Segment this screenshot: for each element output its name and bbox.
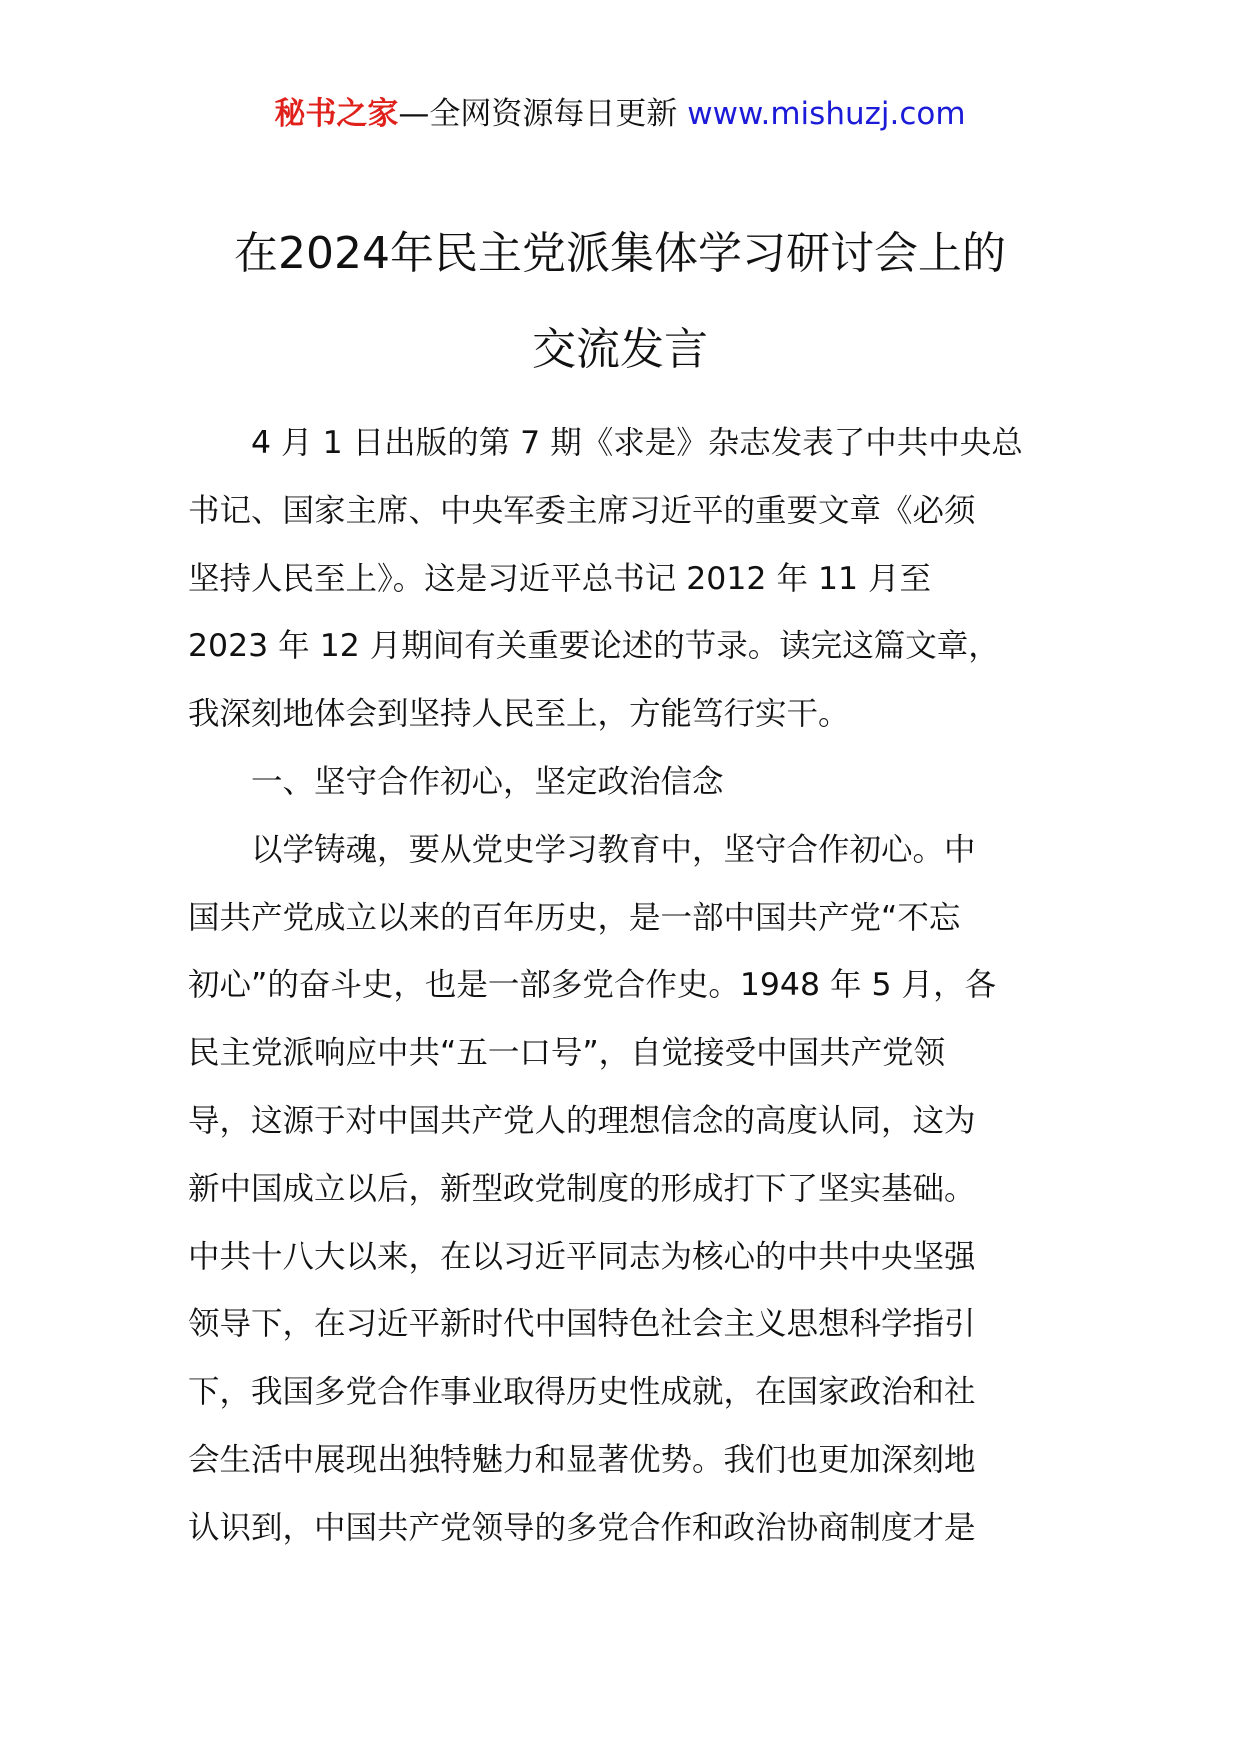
text-line: 新中国成立以后，新型政党制度的形成打下了坚实基础。 bbox=[188, 1170, 976, 1207]
text-line: 以学铸魂，要从党史学习教育中，坚守合作初心。中 bbox=[251, 831, 976, 868]
text-line: 2023 年 12 月期间有关重要论述的节录。读完这篇文章， bbox=[188, 628, 1000, 665]
document-title-line-1: 在2024年民主党派集体学习研讨会上的 bbox=[234, 228, 1006, 279]
text-line: 认识到，中国共产党领导的多党合作和政治协商制度才是 bbox=[188, 1509, 976, 1546]
text-line: 国共产党成立以来的百年历史，是一部中国共产党“不忘 bbox=[188, 899, 961, 936]
text-line: 领导下，在习近平新时代中国特色社会主义思想科学指引 bbox=[188, 1306, 976, 1343]
document-body bbox=[188, 410, 1056, 1563]
document-title-line-2: 交流发言 bbox=[532, 324, 708, 375]
paragraph-intro bbox=[188, 410, 1056, 749]
header-tagline: —全网资源每日更新 bbox=[398, 96, 678, 132]
site-header bbox=[0, 94, 1240, 134]
site-url-link[interactable]: www.mishuzj.com bbox=[687, 96, 966, 132]
text-line: 下，我国多党合作事业取得历史性成就，在国家政治和社 bbox=[188, 1374, 976, 1411]
text-line: 导，这源于对中国共产党人的理想信念的高度认同，这为 bbox=[188, 1102, 976, 1139]
text-line: 中共十八大以来，在以习近平同志为核心的中共中央坚强 bbox=[188, 1238, 976, 1275]
text-line: 初心”的奋斗史，也是一部多党合作史。1948 年 5 月，各 bbox=[188, 967, 997, 1004]
text-line: 民主党派响应中共“五一口号”，自觉接受中国共产党领 bbox=[188, 1035, 946, 1072]
text-line: 会生活中展现出独特魅力和显著优势。我们也更加深刻地 bbox=[188, 1441, 976, 1478]
paragraph-section-1 bbox=[188, 817, 1056, 1563]
text-line: 4 月 1 日出版的第 7 期《求是》杂志发表了中共中央总 bbox=[251, 425, 1023, 461]
section-heading: 一、坚守合作初心，坚定政治信念 bbox=[251, 763, 724, 800]
text-line: 我深刻地体会到坚持人民至上，方能笃行实干。 bbox=[188, 696, 850, 733]
text-line: 坚持人民至上》。这是习近平总书记 2012 年 11 月至 bbox=[188, 560, 932, 597]
brand-name: 秘书之家 bbox=[274, 96, 399, 132]
text-line: 书记、国家主席、中央军委主席习近平的重要文章《必须 bbox=[188, 492, 976, 529]
